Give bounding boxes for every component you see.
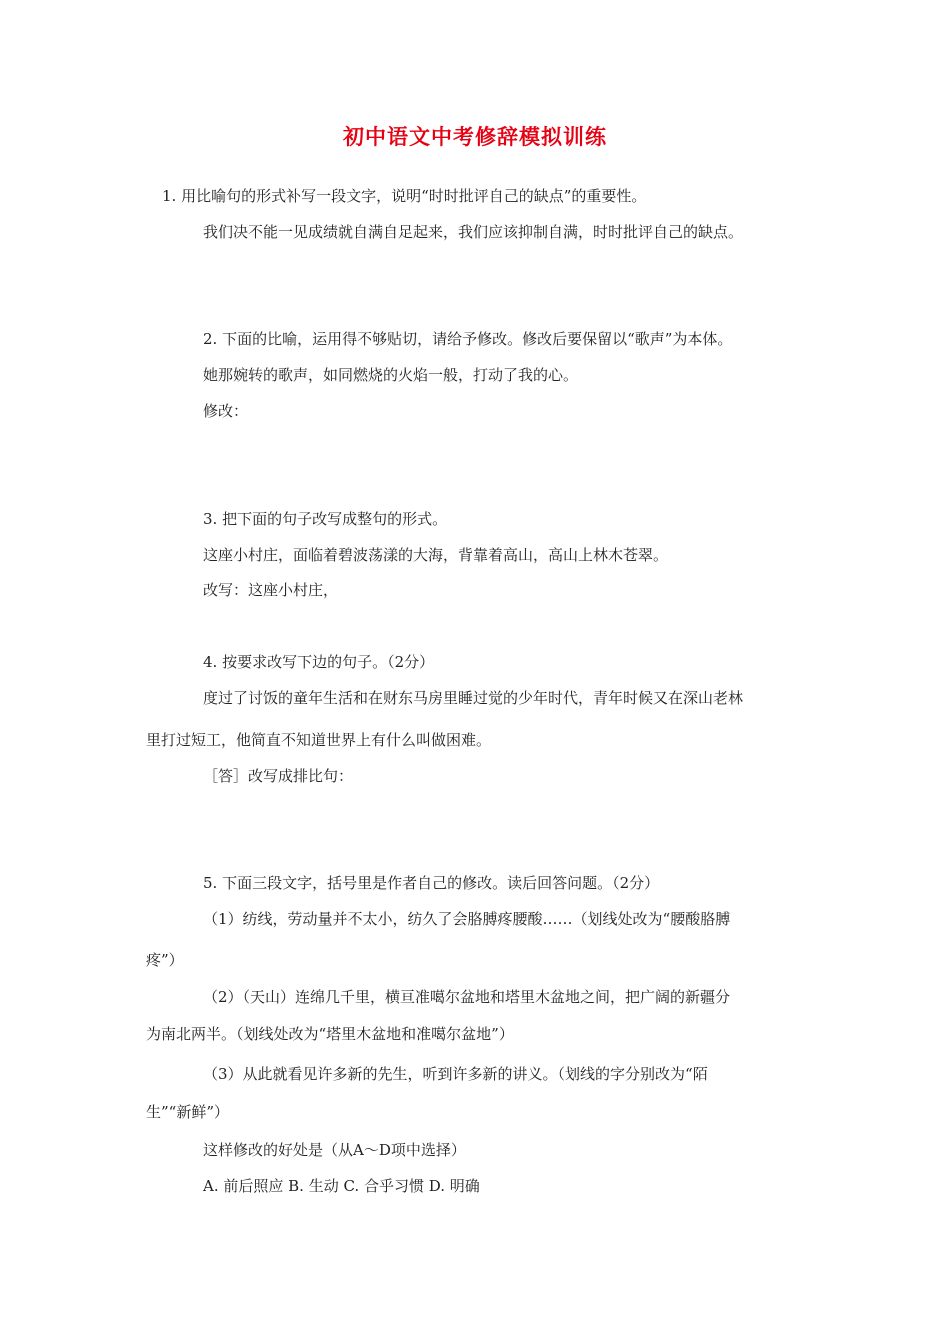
question-5-item2-line1: （2）（天山）连绵几千里，横亘准噶尔盆地和塔里木盆地之间，把广阔的新疆分: [203, 988, 731, 1006]
question-5-ask: 这样修改的好处是（从A～D项中选择）: [203, 1141, 466, 1159]
question-4-text-line2: 里打过短工，他简直不知道世界上有什么叫做困难。: [146, 731, 492, 749]
question-5-prompt: 5. 下面三段文字，括号里是作者自己的修改。读后回答问题。（2分）: [203, 874, 660, 892]
question-3-prompt: 3. 把下面的句子改写成整句的形式。: [203, 510, 448, 528]
question-4-prompt: 4. 按要求改写下边的句子。（2分）: [203, 653, 435, 671]
page-title: 初中语文中考修辞模拟训练: [343, 125, 607, 149]
question-2-text: 她那婉转的歌声，如同燃烧的火焰一般，打动了我的心。: [203, 366, 579, 384]
question-5-item2-line2: 为南北两半。（划线处改为“塔里木盆地和准噶尔盆地”）: [146, 1025, 514, 1043]
question-1-text: 我们决不能一见成绩就自满自足起来，我们应该抑制自满，时时批评自己的缺点。: [203, 223, 744, 241]
question-5-item3-line2: 生”“新鲜”）: [146, 1103, 230, 1121]
question-4-text-line1: 度过了讨饭的童年生活和在财东马房里睡过觉的少年时代，青年时候又在深山老林: [203, 689, 744, 707]
question-4-answer-label: ［答］改写成排比句：: [203, 767, 354, 785]
question-3-answer-label: 改写：这座小村庄，: [203, 581, 339, 599]
question-5-item1-line2: 疼”）: [146, 951, 184, 969]
question-2-answer-label: 修改：: [203, 402, 249, 420]
question-5-options: A. 前后照应 B. 生动 C. 合乎习惯 D. 明确: [203, 1177, 480, 1195]
question-5-item1-line1: （1）纺线，劳动量并不太小，纺久了会胳膊疼腰酸……（划线处改为“腰酸胳膊: [203, 910, 731, 928]
question-5-item3-line1: （3）从此就看见许多新的先生，听到许多新的讲义。（划线的字分别改为“陌: [203, 1065, 708, 1083]
question-1-prompt: 1. 用比喻句的形式补写一段文字，说明“时时批评自己的缺点”的重要性。: [162, 187, 647, 205]
question-3-text: 这座小村庄，面临着碧波荡漾的大海，背靠着高山，高山上林木苍翠。: [203, 546, 669, 564]
question-2-prompt: 2. 下面的比喻，运用得不够贴切，请给予修改。修改后要保留以“歌声”为本体。: [203, 330, 733, 348]
